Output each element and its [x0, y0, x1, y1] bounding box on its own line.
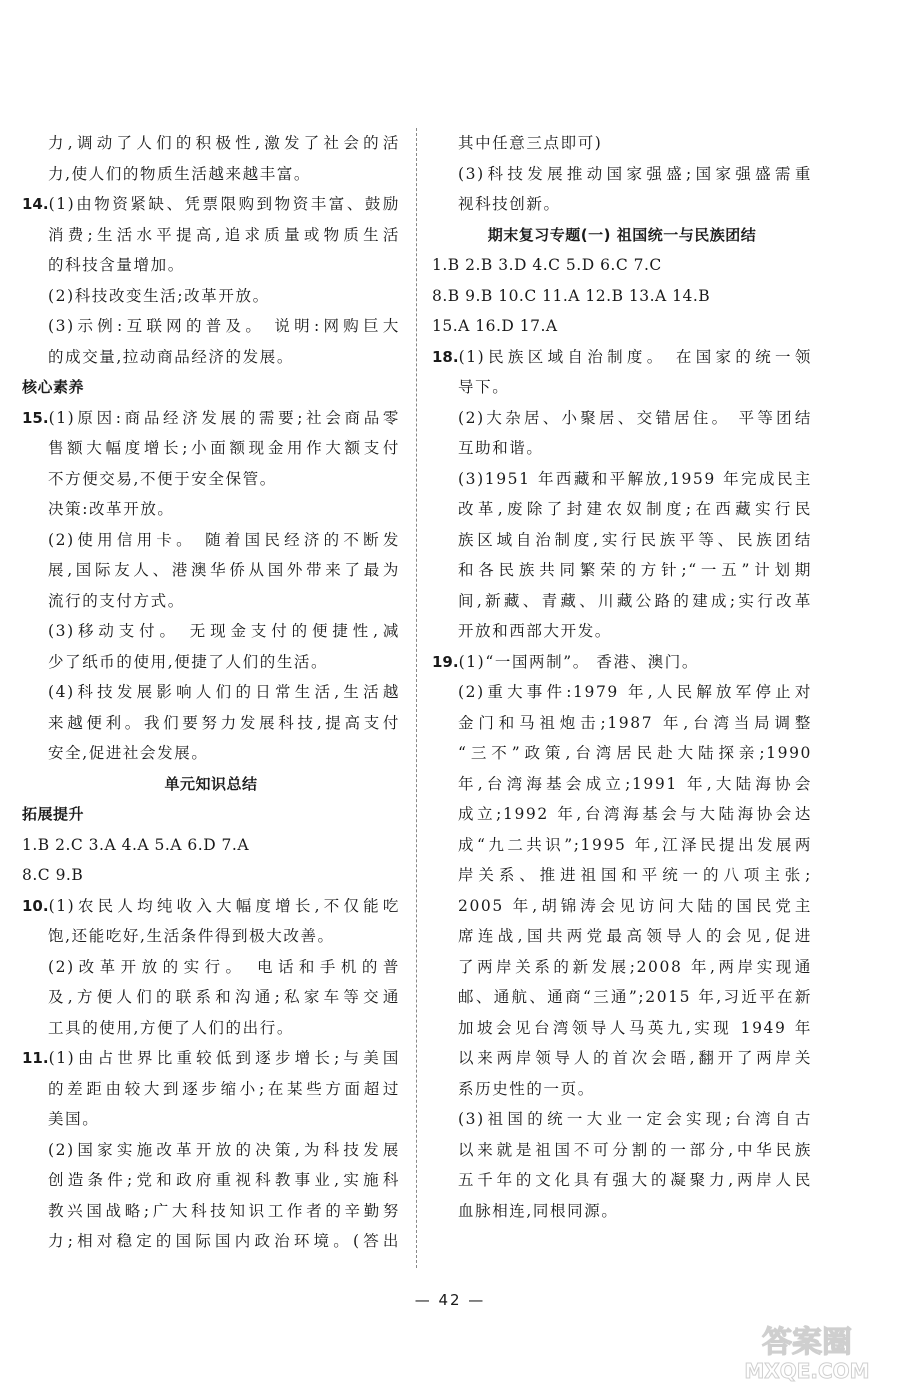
- line-text: (2)改革开放的实行。 电话和手机的普: [48, 957, 400, 976]
- text-line: [22, 464, 400, 495]
- line-text: 力,使人们的物质生活越来越丰富。: [48, 164, 312, 183]
- line-text: 来越便利。我们要努力发展科技,提高支付: [48, 713, 400, 732]
- text-line: [22, 921, 400, 952]
- text-line: [22, 555, 400, 586]
- text-line: [22, 677, 400, 708]
- line-text: 以来两岸领导人的首次会晤,翻开了两岸关: [458, 1049, 812, 1067]
- line-text: (1)原因:商品经济发展的需要;社会商品零: [48, 408, 400, 427]
- text-line: [22, 586, 400, 617]
- text-line: [432, 342, 812, 373]
- line-text: 力;相对稳定的国际国内政治环境。(答出: [48, 1232, 400, 1250]
- text-line: [22, 769, 400, 800]
- line-text: 安全,促进社会发展。: [48, 744, 209, 762]
- text-line: [432, 1104, 812, 1135]
- line-text: 开放和西部大开发。: [458, 622, 612, 640]
- text-line: [432, 708, 812, 739]
- text-line: [432, 433, 812, 464]
- line-text: 饱,还能吃好,生活条件得到极大改善。: [48, 927, 335, 945]
- text-line: [22, 830, 400, 861]
- question-number: 19.: [432, 652, 459, 671]
- line-text: 血脉相连,同根同源。: [458, 1201, 619, 1220]
- line-text: 年,台湾海基会成立;1991 年,大陆海协会: [458, 774, 812, 793]
- line-text: (3)祖国的统一大业一定会实现;台湾自古: [458, 1110, 812, 1128]
- line-text: 加坡会见台湾领导人马英九,实现 1949 年: [458, 1018, 812, 1037]
- text-line: [432, 220, 812, 251]
- line-text: 间,新藏、青藏、川藏公路的建成;实行改革: [458, 591, 812, 610]
- line-text: 其中任意三点即可): [458, 134, 603, 152]
- watermark-text-cn: 答案圈: [762, 1325, 852, 1360]
- line-text: 消费;生活水平提高,追求质量或物质生活: [48, 225, 400, 244]
- text-line: [22, 952, 400, 983]
- text-line: [22, 403, 400, 434]
- text-line: [22, 1165, 400, 1196]
- text-line: [432, 464, 812, 495]
- line-text: (3)移动支付。 无现金支付的便捷性,减: [48, 622, 400, 640]
- text-line: [432, 891, 812, 922]
- text-line: [22, 708, 400, 739]
- line-text: 互助和谐。: [458, 439, 544, 457]
- page-number: — 42 —: [414, 1291, 486, 1309]
- line-text: (3)科技发展推动国家强盛;国家强盛需重: [458, 164, 812, 183]
- line-text: (4)科技发展影响人们的日常生活,生活越: [48, 683, 400, 701]
- line-text: 视科技创新。: [458, 195, 561, 213]
- line-text: (2)大杂居、小聚居、交错居住。 平等团结: [458, 408, 812, 427]
- line-text: (1)民族区域自治制度。 在国家的统一领: [458, 347, 812, 366]
- text-line: [22, 616, 400, 647]
- text-line: [22, 799, 400, 830]
- line-text: 成“九二共识”;1995 年,江泽民提出发展两: [458, 835, 812, 854]
- text-line: [22, 738, 400, 769]
- text-line: [432, 494, 812, 525]
- text-line: [22, 647, 400, 678]
- text-line: [22, 311, 400, 342]
- question-number: 15.: [22, 408, 49, 427]
- text-line: [432, 1074, 812, 1105]
- text-line: [432, 1165, 812, 1196]
- line-text: 15.A 16.D 17.A: [432, 317, 558, 335]
- line-text: 导下。: [458, 378, 510, 396]
- text-line: [22, 1013, 400, 1044]
- watermark-text-url: MXQE.COM: [744, 1359, 870, 1383]
- line-text: 8.C 9.B: [22, 866, 84, 884]
- text-line: [432, 1135, 812, 1166]
- text-line: [432, 799, 812, 830]
- text-line: [432, 555, 812, 586]
- line-text: 了两岸关系的新发展;2008 年,两岸实现通: [458, 957, 812, 976]
- left-column: [22, 128, 400, 1257]
- line-text: 拓展提升: [22, 805, 85, 823]
- line-text: 工具的使用,方便了人们的出行。: [48, 1018, 294, 1037]
- text-line: [432, 189, 812, 220]
- line-text: “三不”政策,台湾居民赴大陆探亲;1990: [458, 744, 812, 762]
- watermark-logo: [722, 1318, 892, 1384]
- text-line: [432, 128, 812, 159]
- line-text: (2)科技改变生活;改革开放。: [48, 286, 270, 305]
- text-line: [432, 738, 812, 769]
- question-number: 14.: [22, 195, 49, 213]
- line-text: (2)国家实施改革开放的决策,为科技发展: [48, 1140, 400, 1159]
- text-line: [432, 1013, 812, 1044]
- line-text: 1.B 2.B 3.D 4.C 5.D 6.C 7.C: [432, 256, 662, 274]
- line-text: (1)由占世界比重较低到逐步增长;与美国: [48, 1049, 400, 1067]
- text-line: [432, 616, 812, 647]
- text-line: [432, 250, 812, 281]
- line-text: 展,国际友人、港澳华侨从国外带来了最为: [48, 561, 400, 579]
- text-line: [22, 372, 400, 403]
- column-divider: [416, 128, 417, 1268]
- text-line: [432, 525, 812, 556]
- line-text: 力,调动了人们的积极性,激发了社会的活: [48, 134, 400, 152]
- text-line: [22, 220, 400, 251]
- text-line: [432, 159, 812, 190]
- line-text: 2005 年,胡锦涛会见访问大陆的国民党主: [458, 896, 812, 915]
- line-text: 核心素养: [22, 378, 85, 396]
- text-line: [22, 1196, 400, 1227]
- text-line: [22, 250, 400, 281]
- line-text: 流行的支付方式。: [48, 591, 185, 610]
- text-line: [22, 1074, 400, 1105]
- text-line: [432, 281, 812, 312]
- text-line: [22, 525, 400, 556]
- line-text: 教兴国战略;广大科技知识工作者的辛勤努: [48, 1201, 400, 1220]
- line-text: 决策:改革开放。: [48, 500, 175, 518]
- line-text: (1)“一国两制”。 香港、澳门。: [458, 652, 700, 671]
- text-line: [432, 982, 812, 1013]
- line-text: 改革,废除了封建农奴制度;在西藏实行民: [458, 500, 812, 518]
- text-line: [432, 769, 812, 800]
- text-line: [22, 1104, 400, 1135]
- question-number: 11.: [22, 1049, 49, 1067]
- line-text: 美国。: [48, 1110, 100, 1128]
- line-text: (1)农民人均纯收入大幅度增长,不仅能吃: [48, 896, 400, 915]
- line-text: 系历史性的一页。: [458, 1079, 595, 1098]
- text-line: [22, 128, 400, 159]
- text-line: [432, 586, 812, 617]
- line-text: 不方便交易,不便于安全保管。: [48, 469, 277, 488]
- line-text: 创造条件;党和政府重视科教事业,实施科: [48, 1171, 400, 1189]
- line-text: 期末复习专题(一) 祖国统一与民族团结: [487, 225, 757, 244]
- line-text: 族区域自治制度,实行民族平等、民族团结: [458, 530, 812, 549]
- text-line: [22, 1135, 400, 1166]
- line-text: 单元知识总结: [164, 774, 258, 793]
- question-number: 10.: [22, 896, 49, 915]
- line-text: (3)示例:互联网的普及。 说明:网购巨大: [48, 317, 400, 335]
- line-text: (3)1951 年西藏和平解放,1959 年完成民主: [458, 469, 812, 488]
- right-column: [432, 128, 812, 1226]
- text-line: [22, 860, 400, 891]
- text-line: [432, 677, 812, 708]
- text-line: [432, 372, 812, 403]
- line-text: 邮、通航、通商“三通”;2015 年,习近平在新: [458, 988, 812, 1006]
- text-line: [432, 1043, 812, 1074]
- text-line: [22, 982, 400, 1013]
- text-line: [22, 433, 400, 464]
- line-text: 1.B 2.C 3.A 4.A 5.A 6.D 7.A: [22, 835, 250, 854]
- line-text: 的差距由较大到逐步缩小;在某些方面超过: [48, 1079, 400, 1098]
- text-line: [22, 189, 400, 220]
- line-text: (1)由物资紧缺、凭票限购到物资丰富、鼓励: [48, 195, 400, 213]
- text-line: [22, 1226, 400, 1257]
- line-text: 少了纸币的使用,便捷了人们的生活。: [48, 652, 329, 671]
- text-line: [432, 860, 812, 891]
- line-text: 以来就是祖国不可分割的一部分,中华民族: [458, 1140, 812, 1159]
- line-text: 的成交量,拉动商品经济的发展。: [48, 347, 294, 366]
- line-text: (2)使用信用卡。 随着国民经济的不断发: [48, 530, 400, 549]
- text-line: [432, 952, 812, 983]
- line-text: 售额大幅度增长;小面额现金用作大额支付: [48, 439, 400, 457]
- text-line: [432, 311, 812, 342]
- text-line: [22, 342, 400, 373]
- text-line: [432, 403, 812, 434]
- text-line: [22, 891, 400, 922]
- text-line: [22, 159, 400, 190]
- line-text: 五千年的文化具有强大的凝聚力,两岸人民: [458, 1171, 812, 1189]
- line-text: (2)重大事件:1979 年,人民解放军停止对: [458, 683, 812, 701]
- text-line: [22, 1043, 400, 1074]
- text-line: [22, 281, 400, 312]
- text-line: [432, 921, 812, 952]
- text-line: [22, 494, 400, 525]
- line-text: 金门和马祖炮击;1987 年,台湾当局调整: [458, 713, 812, 732]
- text-line: [432, 830, 812, 861]
- line-text: 8.B 9.B 10.C 11.A 12.B 13.A 14.B: [432, 286, 711, 305]
- line-text: 岸关系、推进祖国和平统一的八项主张;: [458, 866, 812, 884]
- question-number: 18.: [432, 347, 459, 366]
- line-text: 席连战,国共两党最高领导人的会见,促进: [458, 927, 812, 945]
- line-text: 和各民族共同繁荣的方针;“一五”计划期: [458, 561, 812, 579]
- text-line: [432, 647, 812, 678]
- line-text: 成立;1992 年,台湾海基会与大陆海协会达: [458, 805, 812, 823]
- line-text: 的科技含量增加。: [48, 256, 185, 274]
- text-line: [432, 1196, 812, 1227]
- line-text: 及,方便人们的联系和沟通;私家车等交通: [48, 988, 400, 1006]
